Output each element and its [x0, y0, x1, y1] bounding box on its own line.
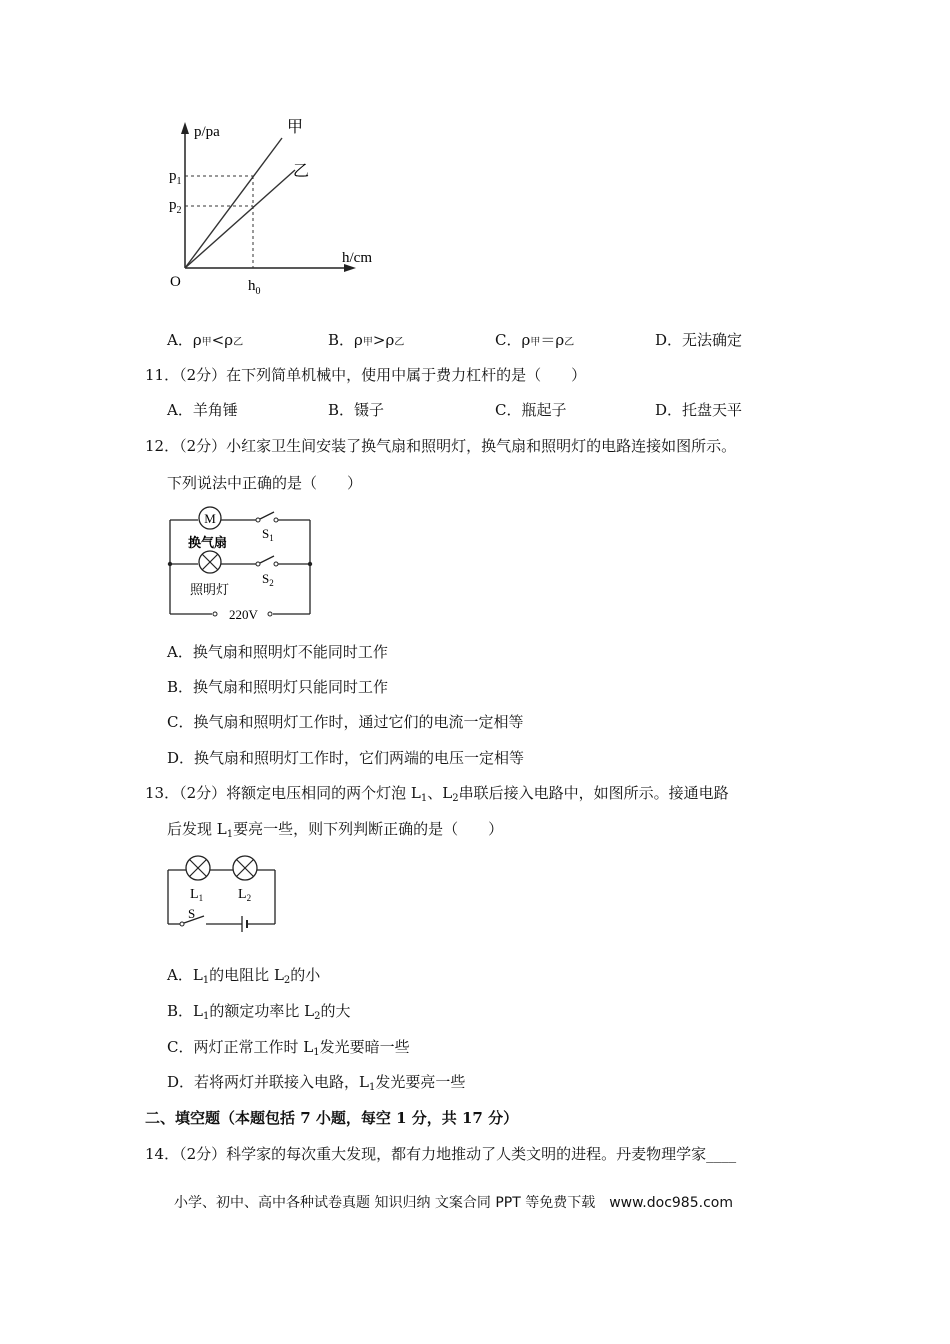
q13-option-d[interactable]: D．若将两灯并联接入电路，$L_1$发光要亮一些	[167, 1073, 466, 1093]
q11-option-c[interactable]: C．瓶起子	[495, 401, 567, 419]
svg-text:换气扇: 换气扇	[188, 535, 228, 550]
p2-label: $p_2$	[169, 197, 182, 216]
svg-text:照明灯: 照明灯	[190, 582, 230, 597]
switch-s2	[260, 556, 274, 563]
q10-option-c[interactable]: C．ρ甲＝ρ乙	[495, 331, 575, 349]
q11-option-a[interactable]: A．羊角锤	[167, 401, 238, 419]
y-axis-label: p/pa	[194, 124, 220, 140]
svg-text:S2: $S_2$	[262, 571, 274, 588]
line-yi-label: 乙	[293, 163, 310, 180]
origin-label: O	[170, 274, 181, 290]
q12-option-d[interactable]: D．换气扇和照明灯工作时，它们两端的电压一定相等	[167, 749, 525, 767]
q11-option-b[interactable]: B．镊子	[328, 401, 385, 419]
line-jia-label: 甲	[287, 119, 304, 136]
svg-text:L2: $L_2$	[238, 887, 252, 903]
svg-text:L1: $L_1$	[190, 887, 204, 903]
svg-text:M: M	[204, 511, 216, 526]
p1-label: $p_1$	[169, 168, 182, 187]
q13-stem-line2: 后发现 $L_1$要亮一些，则下列判断正确的是（ ）	[167, 820, 504, 840]
q10-option-d[interactable]: D．无法确定	[655, 331, 743, 349]
q14-stem: 14．（2分）科学家的每次重大发现，都有力地推动了人类文明的进程。丹麦物理学家____	[145, 1145, 737, 1163]
q13-stem-line1: 13．（2分）将额定电压相同的两个灯泡 $L_1$、$L_2$串联后接入电路中，如图所示。接通电路	[145, 784, 729, 804]
q13-option-a[interactable]: A．$L_1$的电阻比 $L_2$的小	[167, 966, 321, 986]
q12-option-a[interactable]: A．换气扇和照明灯不能同时工作	[167, 643, 388, 661]
fan-lamp-circuit	[160, 502, 330, 627]
svg-text:S1: $S_1$	[262, 526, 274, 543]
line-jia	[185, 138, 282, 268]
q11-option-d[interactable]: D．托盘天平	[655, 401, 743, 419]
q11-stem: 11．（2分）在下列简单机械中，使用中属于费力杠杆的是（ ）	[145, 366, 587, 384]
q10-option-a[interactable]: A．ρ甲<ρ乙	[167, 331, 244, 349]
q12-option-b[interactable]: B．换气扇和照明灯只能同时工作	[167, 678, 389, 696]
section-heading: 二、填空题（本题包括 7 小题，每空 1 分，共 17 分）	[145, 1109, 519, 1127]
svg-text:220V: 220V	[229, 607, 258, 622]
q12-stem-line2: 下列说法中正确的是（ ）	[167, 474, 363, 492]
h0-label: $h_0$	[248, 278, 261, 297]
x-axis-label: h/cm	[342, 250, 372, 266]
q10-option-b[interactable]: B．ρ甲>ρ乙	[328, 331, 405, 349]
switch-s1	[260, 512, 274, 519]
pressure-depth-graph	[160, 110, 400, 305]
page-footer: 小学、初中、高中各种试卷真题 知识归纳 文案合同 PPT 等免费下载 www.doc985.com	[174, 1195, 733, 1211]
q12-option-c[interactable]: C．换气扇和照明灯工作时，通过它们的电流一定相等	[167, 713, 524, 731]
q13-option-c[interactable]: C．两灯正常工作时 $L_1$发光要暗一些	[167, 1038, 410, 1058]
line-yi	[185, 170, 295, 268]
q13-option-b[interactable]: B．$L_1$的额定功率比 $L_2$的大	[167, 1002, 351, 1022]
svg-text:S: S	[188, 906, 196, 921]
q12-stem-line1: 12．（2分）小红家卫生间安装了换气扇和照明灯，换气扇和照明灯的电路连接如图所示。	[145, 437, 737, 455]
series-lamp-circuit	[160, 848, 285, 936]
